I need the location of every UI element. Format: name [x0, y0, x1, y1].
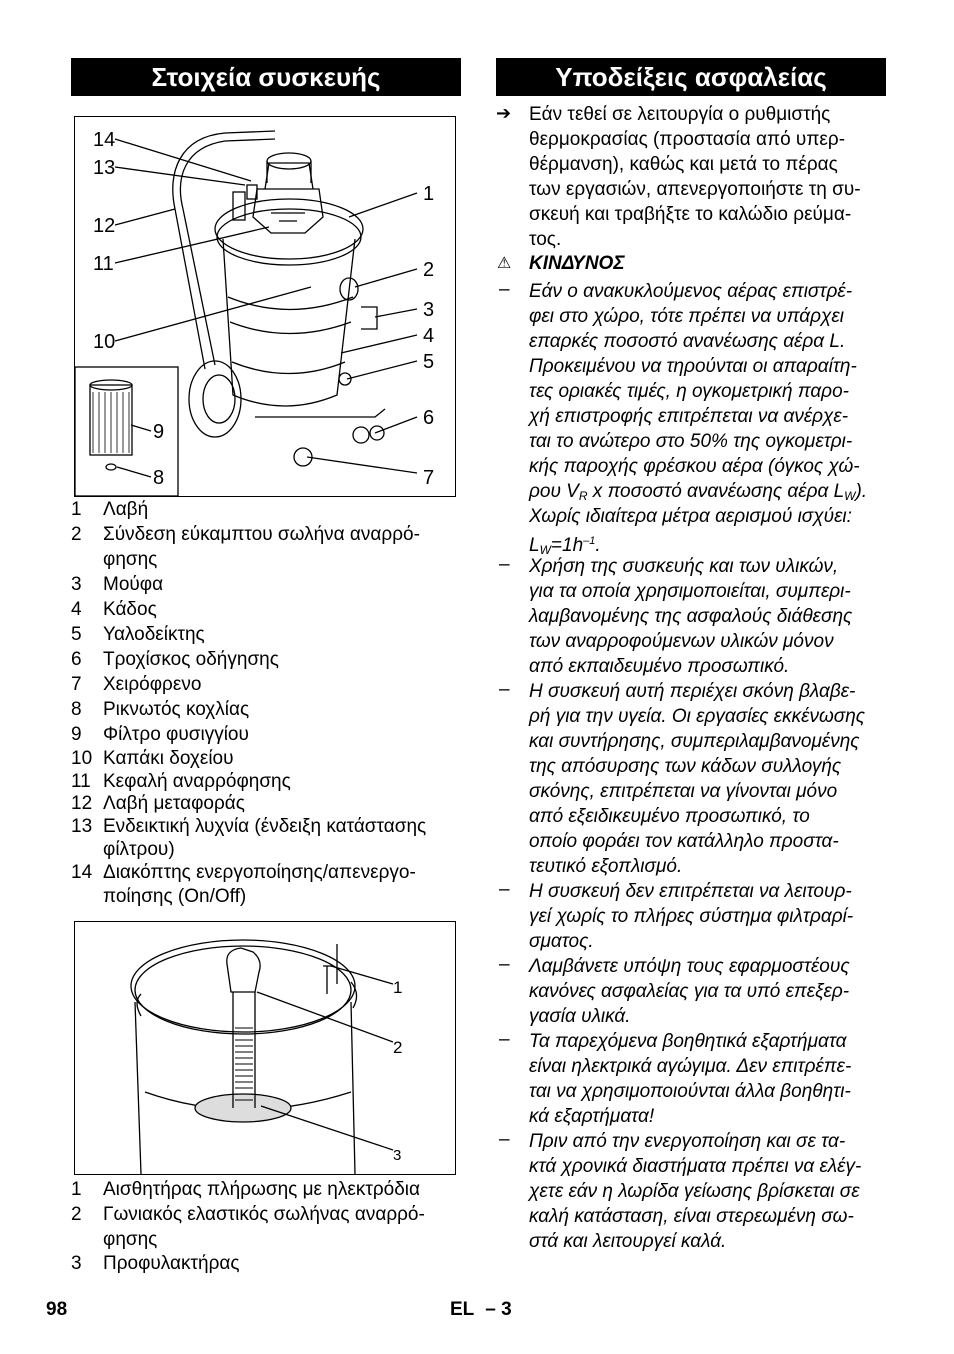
text-line: είναι ηλεκτρικά αγώγιμα. Δεν επιτρέπε- [529, 1056, 852, 1077]
callout-6: 6 [423, 407, 435, 429]
callout-11: 11 [93, 253, 114, 275]
legend-item [71, 498, 461, 521]
legend-number: 3 [71, 574, 82, 595]
safety-item [496, 1029, 896, 1129]
legend-text: Κάδος [103, 599, 157, 620]
text-line: τες οριακές τιμές, η ογκομετρική παρο- [529, 381, 849, 402]
legend-text: φίλτρου) [103, 839, 175, 860]
legend-text: Λαβή [103, 499, 149, 520]
legend-text: φησης [103, 549, 158, 570]
dash-bullet: – [499, 1129, 510, 1150]
safety-item [496, 279, 896, 557]
text-line: Πριν από την ενεργοποίηση και σε τα- [529, 1131, 846, 1152]
text-line: ται να χρησιμοποιούνται άλλα βοηθητι- [529, 1081, 851, 1102]
legend-number: 1 [71, 1179, 82, 1200]
text-line: τευτικό εξοπλισμό. [529, 856, 683, 877]
callout-1: 1 [423, 183, 435, 205]
text-line: Τα παρεχόμενα βοηθητικά εξαρτήματα [529, 1031, 847, 1052]
text-line: Εάν τεθεί σε λειτουργία ο ρυθμιστής [529, 104, 831, 125]
footer-separator: – [485, 1299, 496, 1320]
legend-number: 14 [71, 862, 93, 883]
legend-text: Γωνιακός ελαστικός σωλήνας αναρρό- [103, 1204, 425, 1225]
text-fragment: ). [855, 481, 868, 502]
legend-text: ποίησης (On/Off) [103, 886, 247, 907]
subscript: R [578, 489, 588, 503]
legend-text: Τροχίσκος οδήγησης [103, 649, 279, 670]
right-section-heading: Υποδείξεις ασφαλείας [496, 58, 886, 96]
legend-text: Ρικνωτός κοχλίας [103, 699, 250, 720]
callout-7: 7 [423, 467, 435, 489]
text-line: φει στο χώρο, τότε πρέπει να υπάρχει [529, 306, 844, 327]
text-line: της απόσυρσης των κάδων συλλογής [529, 756, 842, 777]
text-line: σματος. [529, 931, 594, 952]
text-line: των εργασιών, απενεργοποιήστε τη συ- [529, 179, 861, 200]
legend-number: 6 [71, 649, 82, 670]
text-line: κτά χρονικά διαστήματα πρέπει να ελέγ- [529, 1156, 862, 1177]
safety-item [496, 879, 896, 954]
dash-bullet: – [499, 554, 510, 575]
dash-bullet: – [499, 954, 510, 975]
text-line: Η συσκευή δεν επιτρέπεται να λειτουρ- [529, 881, 852, 902]
legend-number: 2 [71, 524, 82, 545]
text-line: κής παροχής φρέσκου αέρα (όγκος χώ- [529, 456, 860, 477]
device-components-figure [74, 116, 456, 497]
legend-number: 7 [71, 674, 82, 695]
legend-text: Χειρόφρενο [103, 674, 202, 695]
sub-page-number: 3 [501, 1299, 512, 1320]
callout-10: 10 [93, 331, 116, 353]
safety-item [496, 1129, 896, 1254]
text-fragment: L [529, 535, 540, 556]
legend-number: 3 [71, 1253, 82, 1274]
legend-number: 11 [71, 771, 91, 792]
legend-number: 9 [71, 724, 82, 745]
superscript: –1 [583, 535, 596, 547]
callout-5: 5 [423, 351, 435, 373]
fill-sensor-figure [74, 921, 456, 1175]
left-section-heading: Στοιχεία συσκευής [71, 58, 461, 96]
callout-2: 2 [423, 259, 435, 281]
dash-bullet: – [499, 1029, 510, 1050]
text-line: Εάν ο ανακυκλούμενος αέρας επιστρέ- [529, 281, 853, 302]
callout-3: 3 [423, 299, 435, 321]
legend-item [71, 523, 461, 569]
text-line: από εξειδικευμένο προσωπικό, το [529, 806, 810, 827]
text-line: τος. [529, 229, 562, 250]
subscript: W [539, 543, 551, 557]
text-line: Χωρίς ιδιαίτερα μέτρα αερισμού ισχύει: [529, 506, 852, 527]
legend-text: Λαβή μεταφοράς [103, 793, 245, 814]
text-line: γεί χωρίς το πλήρες σύστημα φιλτραρί- [529, 906, 854, 927]
callout-2: 2 [393, 1038, 403, 1057]
legend-text: Διακόπτης ενεργοποίησης/απενεργο- [103, 862, 416, 883]
legend-number: 8 [71, 699, 82, 720]
text-fragment: ρου V [529, 481, 579, 502]
danger-label: ΚΙΝΔΥΝΟΣ [529, 253, 625, 274]
legend-number: 12 [71, 793, 93, 814]
text-line: χετε εάν η λωρίδα γείωσης βρίσκεται σε [529, 1181, 860, 1202]
legend-number: 4 [71, 599, 82, 620]
text-line: γασία υλικά. [529, 1006, 631, 1027]
legend-text: Υαλοδείκτης [103, 624, 205, 645]
text-line: ρή για την υγεία. Οι εργασίες εκκένωσης [529, 706, 866, 727]
text-line: σκευή και τραβήξτε το καλώδιο ρεύμα- [529, 204, 852, 225]
text-line: κά εξαρτήματα! [529, 1106, 655, 1127]
text-line: θερμοκρασίας (προστασία από υπερ- [529, 129, 846, 150]
callout-3: 3 [393, 1147, 402, 1164]
safety-item [496, 954, 896, 1029]
legend-item [71, 815, 461, 861]
legend-text: φησης [103, 1229, 158, 1250]
text-fragment: x ποσοστό ανανέωσης αέρα L [587, 481, 845, 502]
callout-14: 14 [93, 129, 116, 151]
legend-number: 10 [71, 748, 93, 769]
callout-1: 1 [393, 978, 403, 997]
legend-number: 1 [71, 499, 82, 520]
warning-icon: ⚠ [497, 253, 512, 272]
text-line: θέρμανση), καθώς και μετά το πέρας [529, 154, 838, 175]
text-line: καλή κατάσταση, είναι στερεωμένη σω- [529, 1206, 854, 1227]
legend-number: 2 [71, 1204, 82, 1225]
safety-item [496, 554, 896, 679]
text-line: και συντήρησης, συμπεριλαμβανομένης [529, 731, 860, 752]
text-line: στά και λειτουργεί καλά. [529, 1231, 727, 1252]
text-fragment: =1h [550, 535, 584, 556]
text-line: για τα οποία χρησιμοποιείται, συμπερι- [529, 581, 851, 602]
callout-4: 4 [423, 325, 435, 347]
callout-13: 13 [93, 157, 116, 179]
legend-text: Καπάκι δοχείου [103, 748, 234, 769]
legend-text: Κεφαλή αναρρόφησης [103, 771, 291, 792]
dash-bullet: – [499, 279, 510, 300]
page-number: 98 [46, 1299, 68, 1320]
text-line: Χρήση της συσκευής και των υλικών, [529, 556, 839, 577]
dash-bullet: – [499, 679, 510, 700]
legend-text: Αισθητήρας πλήρωσης με ηλεκτρόδια [103, 1179, 420, 1200]
legend-item [71, 1203, 461, 1251]
subscript: W [844, 489, 856, 503]
text-line: επαρκές ποσοστό ανανέωσης αέρα L. [529, 331, 846, 352]
legend-text: Προφυλακτήρας [103, 1253, 240, 1274]
legend-text: Φίλτρο φυσιγγίου [103, 724, 249, 745]
text-line: Η συσκευή αυτή περιέχει σκόνη βλαβε- [529, 681, 856, 702]
text-line: λαμβανομένης της ασφαλούς διάθεσης [529, 606, 853, 627]
text-line: κανόνες ασφαλείας για τα υπό επεξερ- [529, 981, 850, 1002]
text-line: Προκειμένου να τηρούνται οι απαραίτη- [529, 356, 857, 377]
text-line: των αναρροφούμενων υλικών μόνον [529, 631, 834, 652]
legend-number: 13 [71, 816, 93, 837]
arrow-icon: ➔ [496, 103, 512, 124]
safety-instructions [496, 102, 896, 1262]
callout-8: 8 [153, 467, 165, 489]
text-fragment: . [595, 535, 601, 556]
vacuum-device-illustration [75, 117, 455, 496]
callout-12: 12 [93, 215, 116, 237]
legend-text: Μούφα [103, 574, 164, 595]
legend-text: Ενδεικτική λυχνία (ένδειξη κατάστασης [103, 816, 427, 837]
legend-text: Σύνδεση εύκαμπτου σωλήνα αναρρό- [103, 524, 420, 545]
callout-9: 9 [153, 421, 165, 443]
text-line: ται το ανώτερο στο 50% της ογκομετρι- [529, 431, 853, 452]
text-line: χή επιστροφής επιτρέπεται να ανέρχε- [529, 406, 849, 427]
legend-number: 5 [71, 624, 82, 645]
text-line: από εκπαιδευμένο προσωπικό. [529, 656, 790, 677]
footer-page-code [450, 1299, 512, 1321]
safety-item [496, 679, 896, 879]
legend-item [71, 861, 461, 907]
dash-bullet: – [499, 879, 510, 900]
language-code: EL [450, 1299, 474, 1320]
text-line: σκόνης, επιτρέπεται να γίνονται μόνο [529, 781, 838, 802]
text-line: Λαμβάνετε υπόψη τους εφαρμοστέους [529, 956, 850, 977]
text-line: οποίο φοράει τον κατάλληλο προστα- [529, 831, 839, 852]
